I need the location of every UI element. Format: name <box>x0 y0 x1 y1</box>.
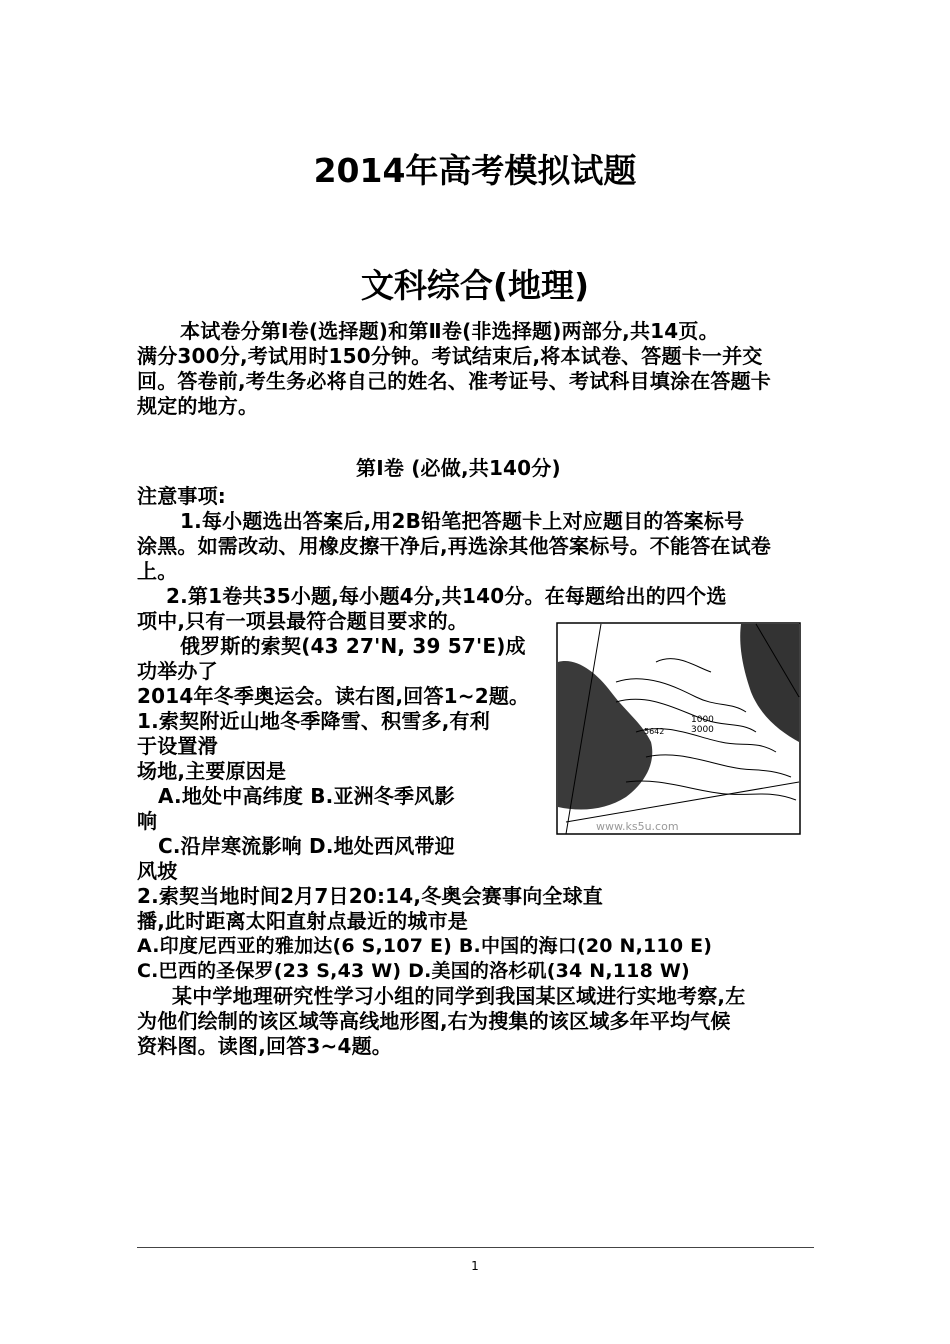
question-1-option: C.沿岸寒流影响 D.地处西风带迎 <box>158 834 455 858</box>
notice-line: 涂黑。如需改动、用橡皮擦干净后,再选涂其他答案标号。不能答在试卷 <box>137 534 771 558</box>
question-1-option: 响 <box>137 809 158 833</box>
exam-title: 2014年高考模拟试题 <box>313 151 637 190</box>
map-label-peak: 5642 <box>644 727 665 736</box>
question-1-line: 于设置滑 <box>137 734 218 758</box>
notice-line: 项中,只有一项县最符合题目要求的。 <box>137 609 468 633</box>
question-2-line: 2.索契当地时间2月7日20:14,冬奥会赛事向全球直 <box>137 884 604 908</box>
notice-line: 2.第1卷共35小题,每小题4分,共140分。在每题给出的四个选 <box>166 584 727 608</box>
closing-line: 资料图。读图,回答3~4题。 <box>137 1034 392 1058</box>
notice-line: 上。 <box>137 559 178 583</box>
sochi-map-figure <box>556 622 801 835</box>
question-1-line: 场地,主要原因是 <box>137 759 287 783</box>
closing-line: 某中学地理研究性学习小组的同学到我国某区域进行实地考察,左 <box>172 984 746 1008</box>
question-1-option: 风坡 <box>137 859 178 883</box>
question-2-option: C.巴西的圣保罗(23 S,43 W) D.美国的洛杉矶(34 N,118 W) <box>137 960 690 982</box>
footer-divider <box>137 1247 814 1248</box>
intro-line: 满分300分,考试用时150分钟。考试结束后,将本试卷、答题卡一并交 <box>137 344 763 368</box>
map-watermark: www.ks5u.com <box>596 820 679 833</box>
question-2-line: 播,此时距离太阳直射点最近的城市是 <box>137 909 468 933</box>
closing-line: 为他们绘制的该区域等高线地形图,右为搜集的该区域多年平均气候 <box>137 1009 731 1033</box>
question-2-option: A.印度尼西亚的雅加达(6 S,107 E) B.中国的海口(20 N,110 E) <box>137 935 713 957</box>
intro-line: 本试卷分第Ⅰ卷(选择题)和第Ⅱ卷(非选择题)两部分,共14页。 <box>180 319 719 343</box>
page-number: 1 <box>471 1259 479 1273</box>
passage-line: 俄罗斯的索契(43 27'N, 39 57'E)成 <box>180 634 526 658</box>
passage-line: 2014年冬季奥运会。读右图,回答1~2题。 <box>137 684 530 708</box>
notice-line: 1.每小题选出答案后,用2B铅笔把答题卡上对应题目的答案标号 <box>180 509 745 533</box>
passage-line: 功举办了 <box>137 659 218 683</box>
question-1-line: 1.索契附近山地冬季降雪、积雪多,有利 <box>137 709 490 733</box>
question-1-option: A.地处中高纬度 B.亚洲冬季风影 <box>158 784 455 808</box>
notice-heading: 注意事项: <box>137 484 226 508</box>
intro-line: 规定的地方。 <box>137 394 259 418</box>
map-label-1000: 1000 <box>691 715 714 725</box>
map-label-3000: 3000 <box>691 725 714 735</box>
exam-subtitle: 文科综合(地理) <box>360 266 590 305</box>
intro-line: 回。答卷前,考生务必将自己的姓名、准考证号、考试科目填涂在答题卡 <box>137 369 771 393</box>
section-header: 第Ⅰ卷 (必做,共140分) <box>356 456 561 480</box>
